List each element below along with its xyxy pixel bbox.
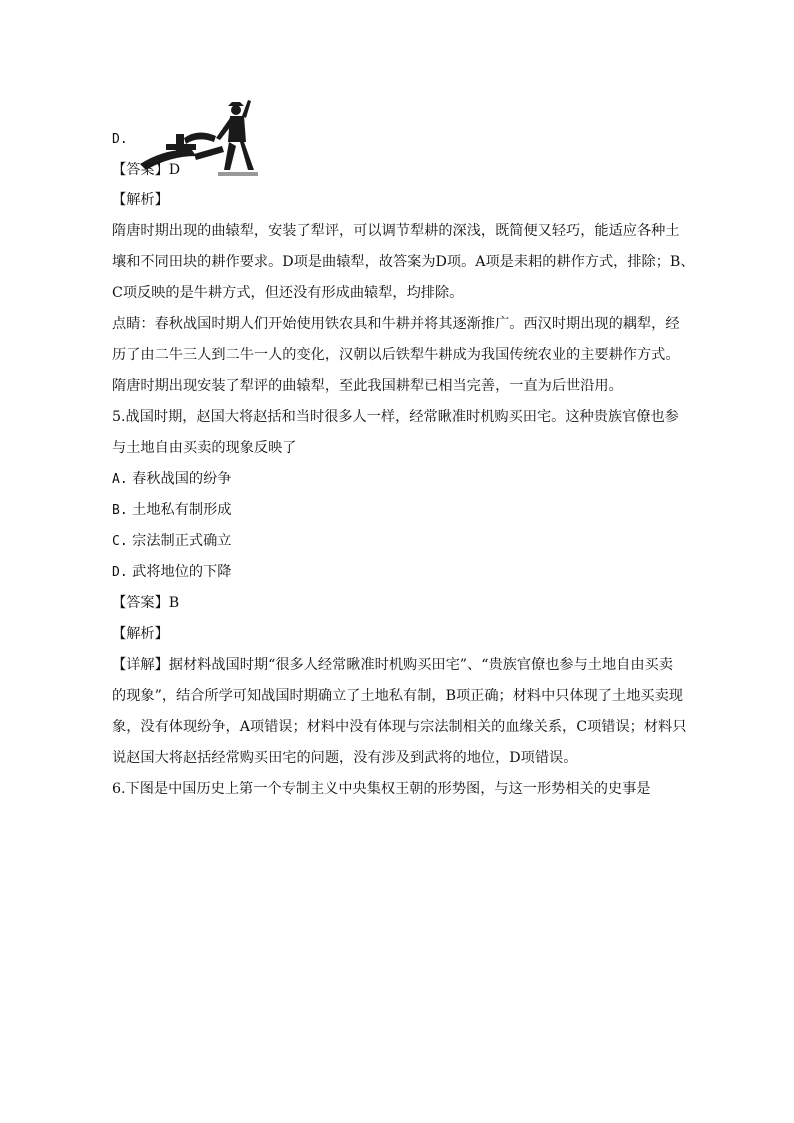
option-text: 土地私有制形成 xyxy=(132,502,232,518)
option-label: C. xyxy=(112,534,128,549)
q5-option-c xyxy=(112,531,232,552)
q4-analysis-line: 壤和不同田块的耕作要求。D项是曲辕犁，故答案为D项。A项是耒耜的耕作方式，排除；B、 xyxy=(112,254,695,270)
q5-analysis-heading: 【解析】 xyxy=(112,626,169,642)
q4-analysis-line: 隋唐时期出现的曲辕犁，安装了犁评，可以调节犁耕的深浅，既简便又轻巧，能适应各种土 xyxy=(112,223,680,239)
q5-detail-line: 【详解】据材料战国时期“很多人经常瞅准时机购买田宅”、“贵族官僚也参与土地自由买卖 xyxy=(112,657,673,673)
option-label: D. xyxy=(112,565,128,580)
option-text: 春秋战国的纷争 xyxy=(132,471,232,487)
q5-detail-line: 象，没有体现纷争，A项错误；材料中没有体现与宗法制相关的血缘关系，C项错误；材料只 xyxy=(112,719,687,735)
q4-answer: 【答案】D xyxy=(112,162,181,178)
option-text: 武将地位的下降 xyxy=(132,564,232,580)
q5-option-d xyxy=(112,562,232,583)
option-label: B. xyxy=(112,503,128,518)
q5-stem-line: 5.战国时期，赵国大将赵括和当时很多人一样，经常瞅准时机购买田宅。这种贵族官僚也参 xyxy=(112,409,679,425)
q4-note-line: 点睛：春秋战国时期人们开始使用铁农具和牛耕并将其逐渐推广。西汉时期出现的耦犁，经 xyxy=(112,316,680,332)
q6-stem: 6.下图是中国历史上第一个专制主义中央集权王朝的形势图，与这一形势相关的史事是 xyxy=(112,781,651,797)
q4-note-line: 历了由二牛三人到二牛一人的变化，汉朝以后铁犁牛耕成为我国传统农业的主要耕作方式。 xyxy=(112,347,680,363)
option-label: A. xyxy=(112,472,128,487)
q4-note-line: 隋唐时期出现安装了犁评的曲辕犁，至此我国耕犁已相当完善，一直为后世沿用。 xyxy=(112,378,623,394)
q5-stem-line: 与土地自由买卖的现象反映了 xyxy=(112,440,297,456)
q4-analysis-heading: 【解析】 xyxy=(112,192,169,208)
q4-analysis-line: C项反映的是牛耕方式，但还没有形成曲辕犁，均排除。 xyxy=(112,285,464,301)
q5-answer: 【答案】B xyxy=(112,595,180,611)
q5-detail-line: 说赵国大将赵括经常购买田宅的问题，没有涉及到武将的地位，D项错误。 xyxy=(112,750,578,766)
option-text: 宗法制正式确立 xyxy=(132,533,232,549)
option-d-label: D. xyxy=(112,132,128,147)
q5-detail-line: 的现象”，结合所学可知战国时期确立了土地私有制，B项正确；材料中只体现了土地买卖现 xyxy=(112,688,683,704)
q5-option-a xyxy=(112,469,232,490)
q5-option-b xyxy=(112,500,232,521)
